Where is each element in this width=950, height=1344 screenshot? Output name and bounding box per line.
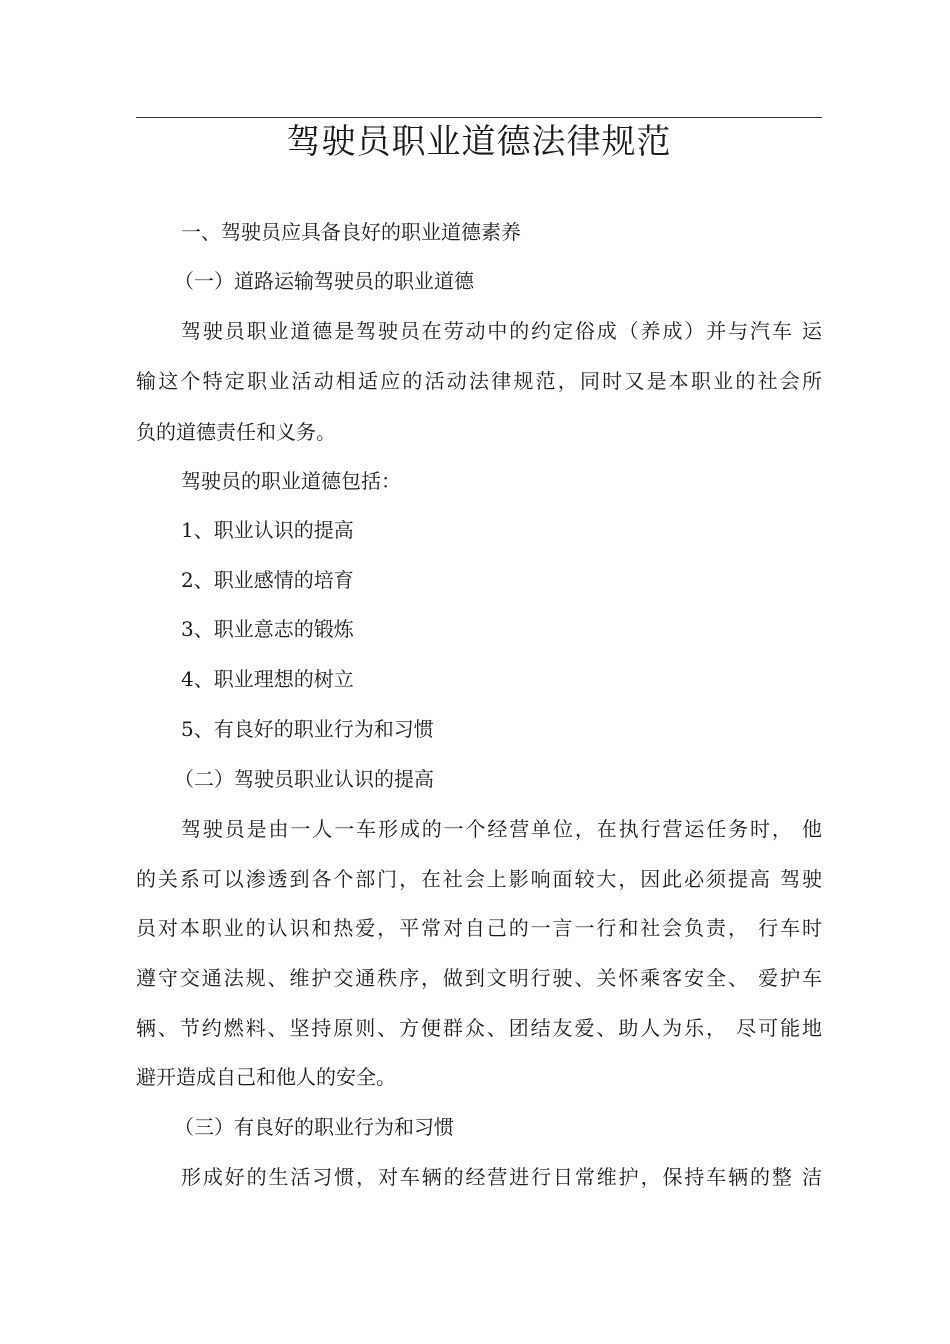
paragraph-line: 驾驶员职业道德是驾驶员在劳动中的约定俗成（养成）并与汽车 运 bbox=[181, 319, 822, 343]
list-intro: 驾驶员的职业道德包括： bbox=[181, 469, 401, 493]
paragraph-line: 辆、节约燃料、坚持原则、方便群众、团结友爱、助人为乐， 尽可能地 bbox=[136, 1016, 822, 1040]
paragraph-line: 驾驶员是由一人一车形成的一个经营单位，在执行营运任务时， 他 bbox=[181, 817, 822, 841]
list-item: 2、职业感情的培育 bbox=[181, 568, 354, 592]
section-heading: 一、驾驶员应具备良好的职业道德素养 bbox=[181, 220, 521, 244]
paragraph-line: 负的道德责任和义务。 bbox=[136, 420, 336, 444]
paragraph-line: 员对本职业的认识和热爱，平常对自己的一言一行和社会负责， 行车时 bbox=[136, 916, 822, 940]
subsection-heading: （一）道路运输驾驶员的职业道德 bbox=[174, 269, 474, 293]
subsection-heading: （二）驾驶员职业认识的提高 bbox=[174, 767, 434, 791]
paragraph-line: 的关系可以渗透到各个部门，在社会上影响面较大，因此必须提高 驾驶 bbox=[136, 867, 822, 891]
paragraph-line: 遵守交通法规、维护交通秩序，做到文明行驶、关怀乘客安全、 爱护车 bbox=[136, 966, 822, 990]
list-item: 5、有良好的职业行为和习惯 bbox=[181, 717, 434, 741]
header-rule bbox=[136, 117, 822, 118]
list-item: 1、职业认识的提高 bbox=[181, 518, 354, 542]
list-item: 3、职业意志的锻炼 bbox=[181, 617, 354, 641]
paragraph-line: 输这个特定职业活动相适应的活动法律规范，同时又是本职业的社会所 bbox=[136, 369, 822, 393]
document-title: 驾驶员职业道德法律规范 bbox=[286, 122, 672, 162]
paragraph-line: 形成好的生活习惯，对车辆的经营进行日常维护，保持车辆的整 洁 bbox=[181, 1165, 822, 1189]
list-item: 4、职业理想的树立 bbox=[181, 667, 354, 691]
subsection-heading: （三）有良好的职业行为和习惯 bbox=[174, 1115, 454, 1139]
paragraph-line: 避开造成自己和他人的安全。 bbox=[136, 1065, 396, 1089]
